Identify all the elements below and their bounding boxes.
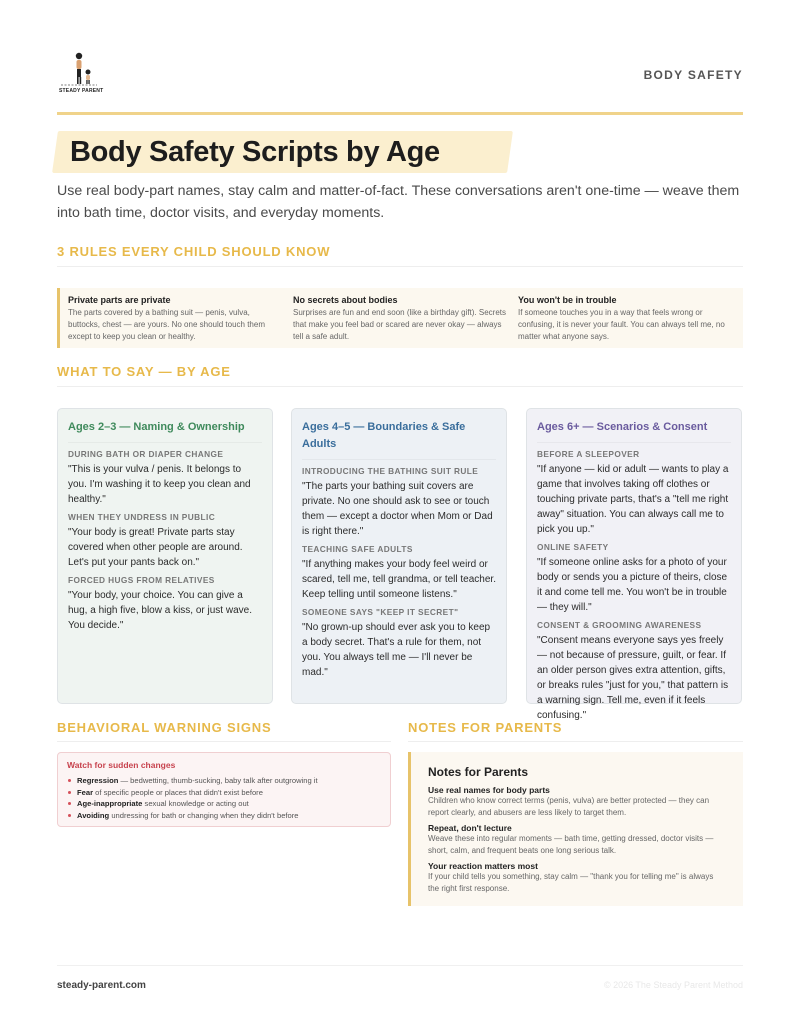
script-text: "If someone online asks for a photo of your body or sends you a picture of theirs, close it and come tell me. You won't be in trouble — they will." [537, 557, 728, 613]
header-tag: BODY SAFETY [643, 68, 743, 82]
script-label: WHEN THEY UNDRESS IN PUBLIC [68, 512, 216, 522]
note-title: Your reaction matters most [428, 861, 538, 871]
footer-copyright: © 2026 The Steady Parent Method [603, 980, 743, 990]
warning-title: Watch for sudden changes [67, 760, 176, 770]
warning-item-keyword: Avoiding [77, 810, 110, 820]
notes-title: Notes for Parents [428, 765, 529, 779]
note-title: Repeat, don't lecture [428, 823, 512, 833]
footer-site-link[interactable]: steady-parent.com [57, 980, 146, 991]
warning-item-text: sexual knowledge or acting out [142, 799, 249, 808]
script-label: INTRODUCING THE BATHING SUIT RULE [302, 466, 479, 476]
warning-item-keyword: Fear [77, 787, 94, 797]
rule-title: No secrets about bodies [293, 295, 398, 305]
rule-title: Private parts are private [68, 295, 171, 305]
warning-list [67, 775, 381, 821]
script-label: BEFORE A SLEEPOVER [537, 449, 640, 459]
note-text: Weave these into regular moments — bath time, getting dressed, doctor visits — short, calm, and frequent beats one long serious talk. [428, 834, 714, 855]
script-label: SOMEONE SAYS "KEEP IT SECRET" [302, 607, 459, 617]
script-text: "Your body is great! Private parts stay covered when other people are around. Let's put your pants back on." [68, 527, 243, 568]
age-card-title: Ages 4–5 — Boundaries & Safe Adults [302, 419, 496, 460]
script-text: "The parts your bathing suit covers are private. No one should ask to see or touch them — except a doctor when Mom or Dad is right there." [302, 481, 493, 537]
note-text: If your child tells you something, stay calm — "thank you for telling me" is always the right first response. [428, 872, 714, 893]
section-title-warning: BEHAVIORAL WARNING SIGNS [57, 720, 272, 735]
warning-item [67, 810, 381, 822]
rules-box [57, 288, 743, 348]
intro-text: Use real body-part names, stay calm and matter-of-fact. These conversations aren't one-time — weave them into bath time, doctor visits, and everyday moments. [57, 183, 740, 221]
section-divider [408, 741, 743, 742]
section-title-rules: 3 RULES EVERY CHILD SHOULD KNOW [57, 244, 331, 259]
age-card-6-plus [526, 408, 742, 721]
note-item [428, 823, 726, 856]
script-text: "Consent means everyone says yes freely — not because of pressure, guilt, or fear. If an older person gives extra attention, gifts, or breaks rules "just for you," that pattern is a warning sign. Tell me, even if it feels confusing." [537, 635, 729, 721]
title-block [55, 131, 440, 169]
rule-title: You won't be in trouble [518, 295, 617, 305]
script-label: TEACHING SAFE ADULTS [302, 544, 413, 554]
section-divider [57, 386, 743, 387]
rule-text: Surprises are fun and end soon (like a birthday gift). Secrets that make you feel bad or scared are never okay — always tell a safe adult. [293, 308, 506, 341]
section-divider [57, 741, 391, 742]
age-card-2-3 [57, 408, 273, 704]
rule-text: If someone touches you in a way that feels wrong or confusing, it is never your fault. You can always tell me, no matter what anyone says. [518, 308, 725, 341]
rule-item [518, 295, 743, 348]
warning-item-text: of specific people or places that didn't exist before [93, 787, 263, 797]
script-text: "If anyone — kid or adult — wants to play a game that involves taking off clothes or touching private parts, that's a "tell me right away" situation. You can always call me to pick you up." [537, 464, 729, 535]
header-divider [57, 112, 743, 115]
note-title: Use real names for body parts [428, 785, 550, 795]
warning-item-keyword: Regression [77, 776, 119, 785]
warning-item [67, 775, 381, 787]
rule-item [293, 295, 518, 348]
script-text: "No grown-up should ever ask you to keep a body secret. That's a rule for them, not you. You always tell me — I'll never be mad." [302, 622, 491, 678]
script-text: "This is your vulva / penis. It belongs to you. I'm washing it to keep you clean and healthy." [68, 464, 251, 505]
note-item [428, 861, 726, 894]
rule-text: The parts covered by a bathing suit — penis, vulva, buttocks, chest — are yours. No one should touch them except to keep you clean or healthy. [68, 308, 265, 341]
script-text: "If anything makes your body feel weird or scared, tell me, tell grandma, or tell teacher. Keep telling until someone listens." [302, 559, 496, 600]
rule-item [68, 295, 293, 348]
page-header [57, 50, 743, 112]
footer-divider [57, 965, 743, 966]
section-title-by-age: WHAT TO SAY — BY AGE [57, 364, 231, 379]
section-divider [57, 266, 743, 267]
script-label: FORCED HUGS FROM RELATIVES [68, 575, 215, 585]
script-label: CONSENT & GROOMING AWARENESS [537, 620, 702, 630]
age-card-title: Ages 2–3 — Naming & Ownership [68, 419, 262, 443]
note-item [428, 785, 726, 818]
page-title: Body Safety Scripts by Age [70, 136, 440, 168]
warning-item-text: — bedwetting, thumb-sucking, baby talk after outgrowing it [118, 776, 318, 785]
age-card-4-5 [291, 408, 507, 704]
notes-box [408, 752, 743, 906]
age-card-title: Ages 6+ — Scenarios & Consent [537, 419, 731, 443]
script-label: DURING BATH OR DIAPER CHANGE [68, 449, 224, 459]
section-title-notes: NOTES FOR PARENTS [408, 720, 563, 735]
warning-box [57, 752, 391, 827]
warning-item [67, 798, 381, 810]
warning-item-keyword: Age-inappropriate [77, 799, 143, 808]
warning-item [67, 787, 381, 799]
script-label: ONLINE SAFETY [537, 542, 609, 552]
note-text: Children who know correct terms (penis, vulva) are better protected — they can report clearly, and abusers are less likely to target them. [428, 796, 710, 817]
warning-item-text: undressing for bath or changing when they didn't before [109, 810, 299, 820]
logo-caption: STEADY PARENT [59, 88, 104, 94]
script-text: "Your body, your choice. You can give a hug, a high five, blow a kiss, or just wave. You decide." [68, 590, 252, 631]
